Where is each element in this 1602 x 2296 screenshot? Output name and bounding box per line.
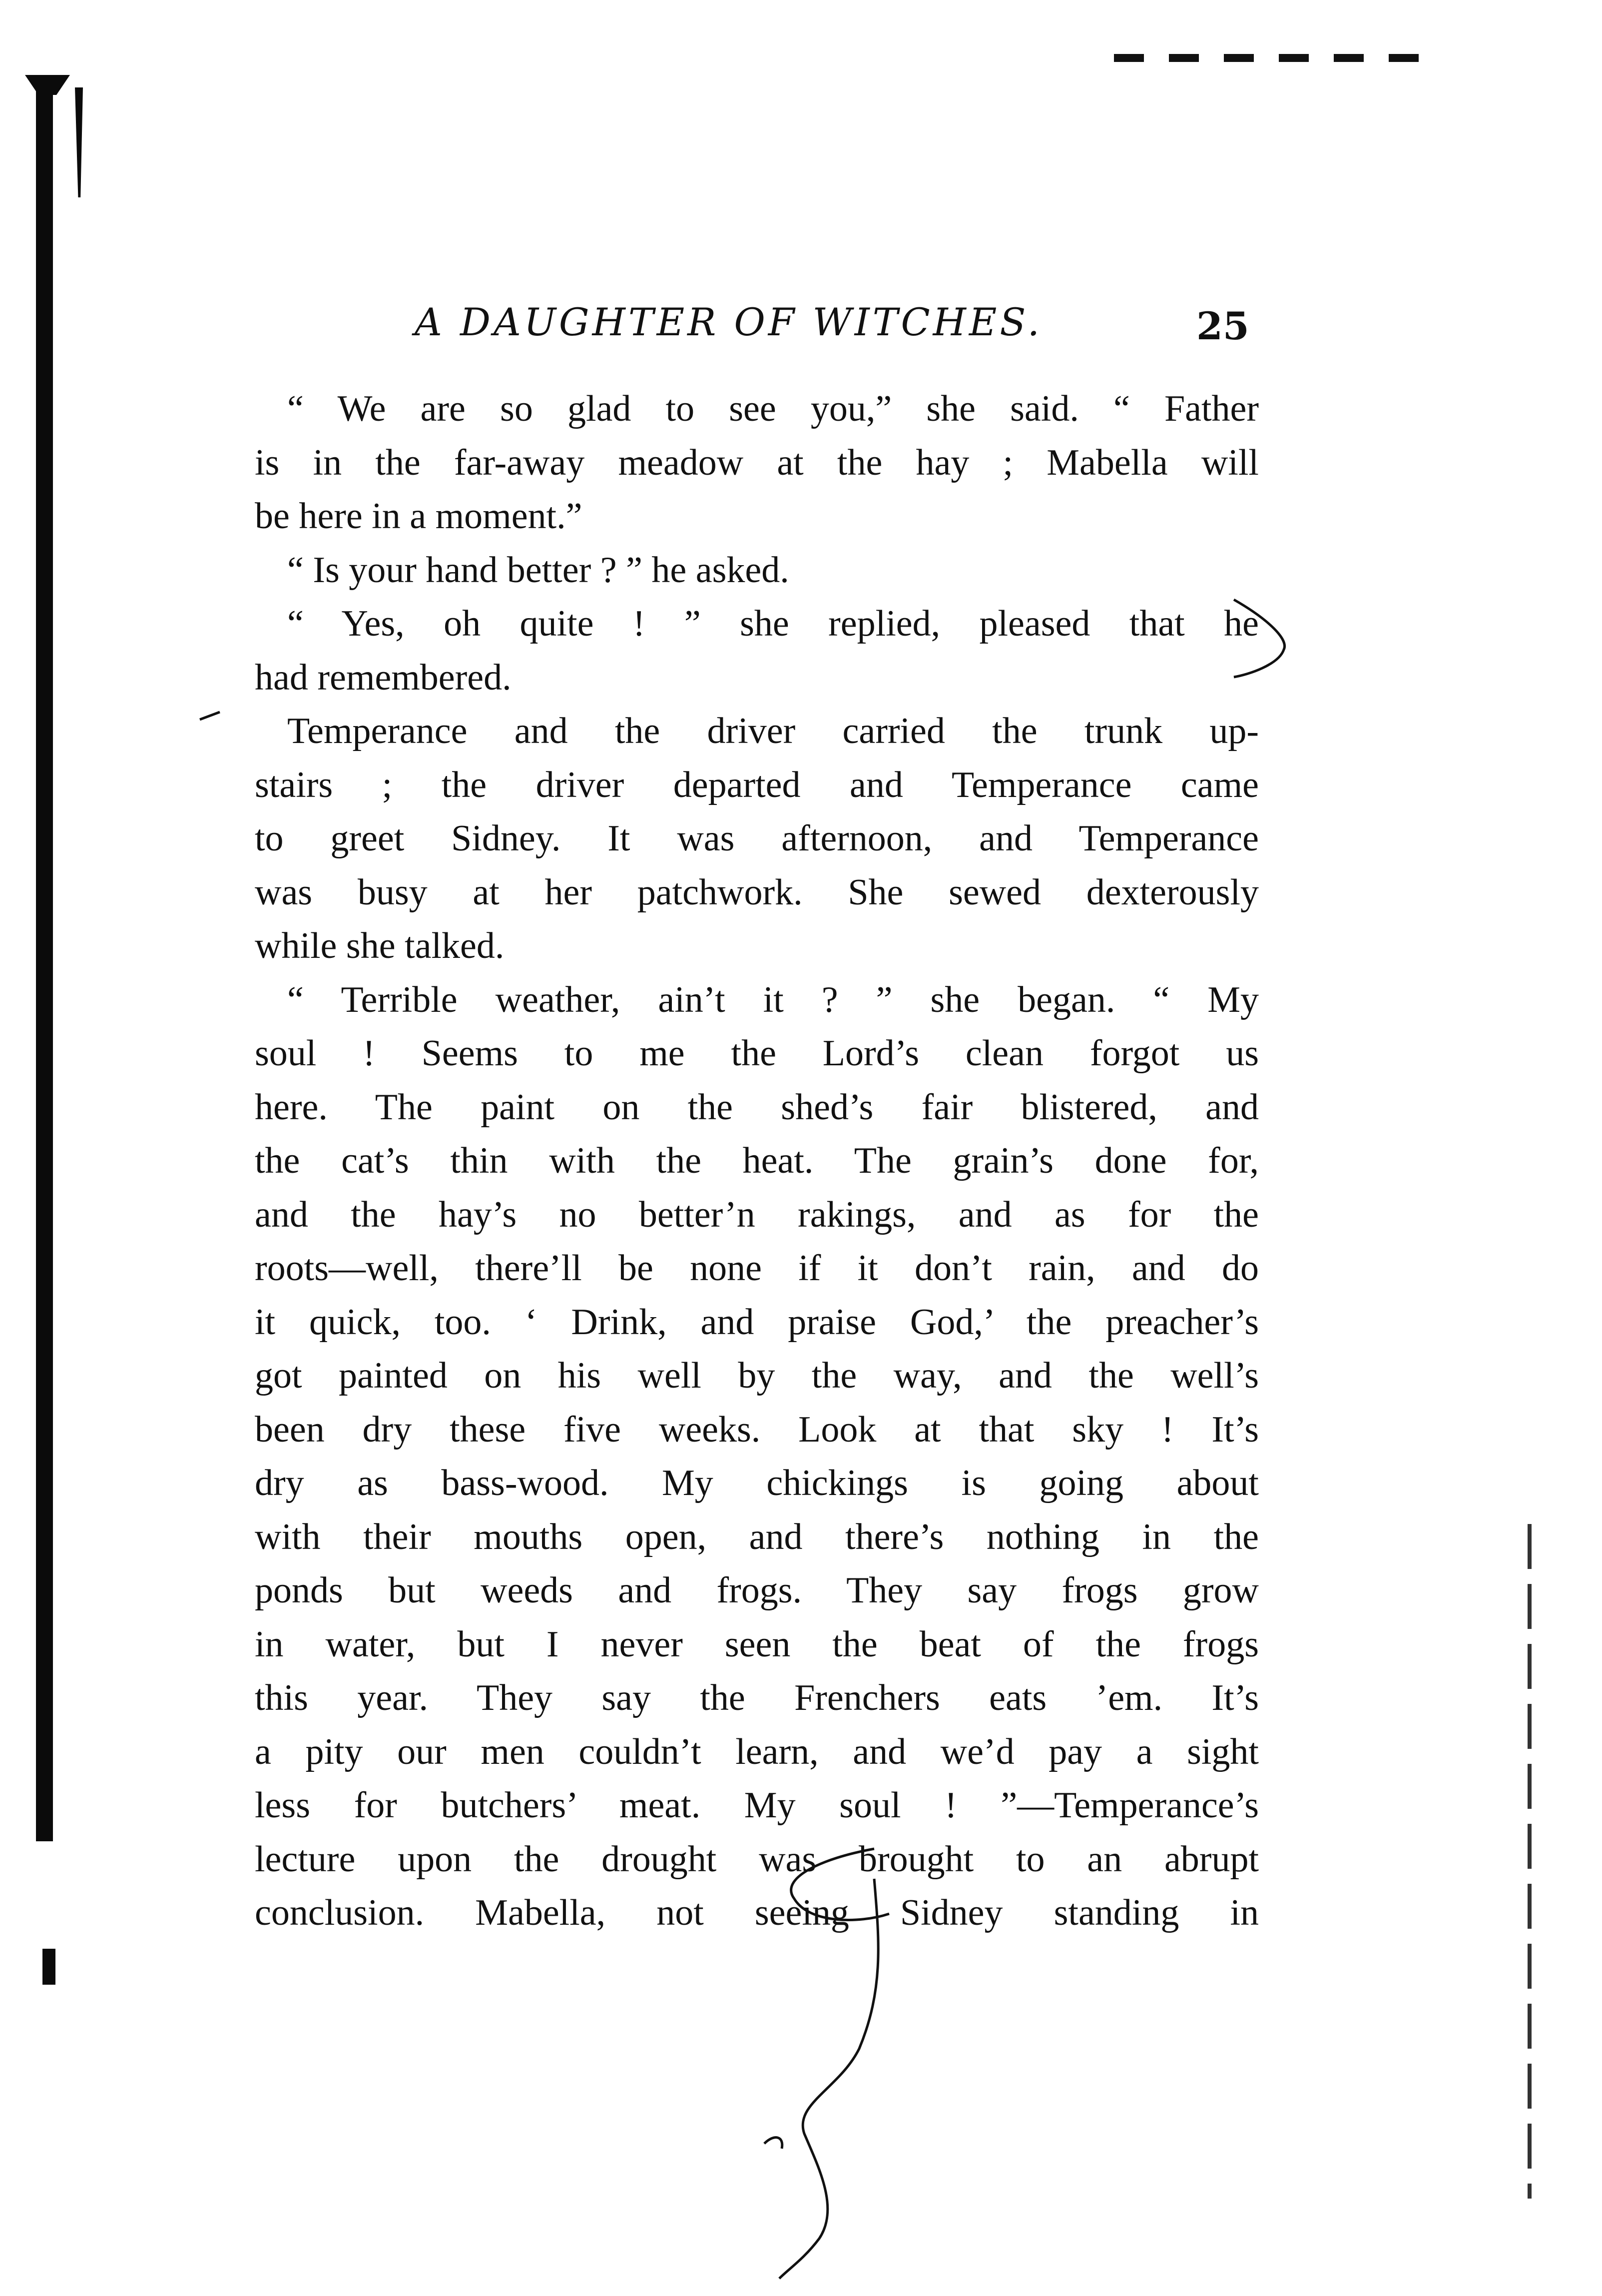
top-edge-rule — [1114, 54, 1424, 62]
text-line: “ We are so glad to see you,” she said. “ Father — [287, 388, 1259, 429]
text-line: be here in a moment.” — [255, 496, 582, 537]
binding-edge-tick — [75, 87, 83, 197]
text-line: been dry these five weeks. Look at that sky ! It’s — [255, 1409, 1259, 1450]
text-line: dry as bass-wood. My chickings is going about — [255, 1463, 1259, 1504]
text-line: “ Terrible weather, ain’t it ? ” she began. “ My — [287, 979, 1259, 1020]
text-line: ponds but weeds and frogs. They say frogs grow — [255, 1570, 1259, 1611]
running-title: A DAUGHTER OF WITCHES. — [415, 300, 1043, 344]
margin-dash-mark — [200, 712, 220, 720]
binding-edge-bar — [36, 87, 53, 1841]
text-line: in water, but I never seen the beat of the frogs — [255, 1623, 1259, 1665]
text-line: while she talked. — [255, 925, 505, 966]
pen-small-mark — [764, 2138, 782, 2149]
text-line: got painted on his well by the way, and the well’s — [255, 1355, 1259, 1396]
body-text — [255, 382, 1259, 1940]
text-line: conclusion. Mabella, not seeing Sidney standing in — [255, 1892, 1259, 1933]
text-line: the cat’s thin with the heat. The grain’s done for, — [255, 1140, 1259, 1181]
text-line: soul ! Seems to me the Lord’s clean forgot us — [255, 1033, 1259, 1074]
page-number: 25 — [1196, 304, 1249, 348]
text-line: had remembered. — [255, 657, 512, 698]
text-line: “ Is your hand better ? ” he asked. — [287, 549, 789, 591]
text-line: to greet Sidney. It was afternoon, and Temperance — [255, 818, 1259, 859]
text-line: less for butchers’ meat. My soul ! ”—Temperance’s — [255, 1785, 1259, 1826]
text-line: roots—well, there’ll be none if it don’t rain, and do — [255, 1248, 1259, 1289]
right-edge-rule — [1528, 1524, 1532, 2199]
text-line: lecture upon the drought was brought to an abrupt — [255, 1838, 1259, 1880]
text-line: stairs ; the driver departed and Temperance came — [255, 764, 1259, 805]
text-line: is in the far-away meadow at the hay ; Mabella will — [255, 442, 1259, 483]
text-line: Temperance and the driver carried the trunk up- — [287, 711, 1259, 752]
text-line: it quick, too. ‘ Drink, and praise God,’ the preacher’s — [255, 1301, 1259, 1343]
text-line: was busy at her patchwork. She sewed dexterously — [255, 871, 1259, 913]
text-line: a pity our men couldn’t learn, and we’d pay a sight — [255, 1731, 1259, 1772]
margin-mark — [42, 1949, 55, 1985]
text-line: this year. They say the Frenchers eats ’em. It’s — [255, 1677, 1259, 1718]
text-line: “ Yes, oh quite ! ” she replied, pleased that he — [287, 603, 1259, 644]
text-line: with their mouths open, and there’s nothing in the — [255, 1516, 1259, 1557]
text-line: here. The paint on the shed’s fair blistered, and — [255, 1086, 1259, 1128]
text-line: and the hay’s no better’n rakings, and as for the — [255, 1194, 1259, 1235]
